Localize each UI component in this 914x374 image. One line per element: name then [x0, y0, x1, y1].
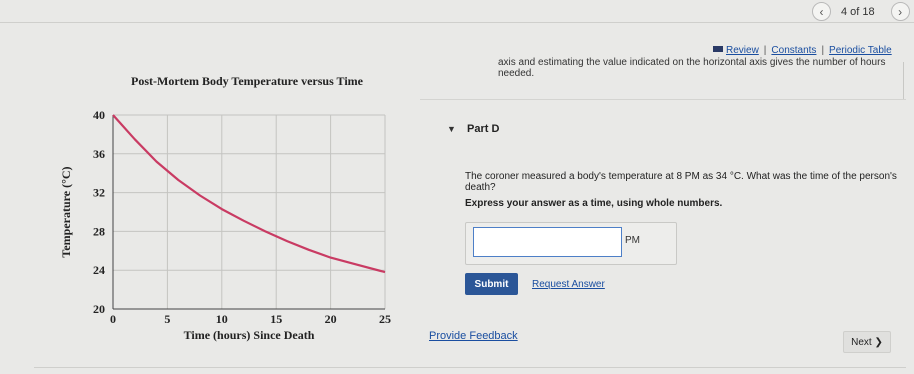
- chevron-left-icon: ‹: [819, 4, 824, 19]
- review-icon: [713, 46, 723, 52]
- info-divider: [420, 99, 906, 100]
- chevron-right-icon: ›: [898, 4, 903, 19]
- constants-link[interactable]: Constants: [771, 45, 817, 56]
- previous-question-button[interactable]: [812, 2, 831, 21]
- answer-input[interactable]: [473, 227, 622, 257]
- chart-title: Post-Mortem Body Temperature versus Time: [131, 74, 363, 88]
- x-tick-label: 15: [270, 312, 283, 326]
- collapse-triangle-icon[interactable]: ▼: [447, 124, 456, 134]
- x-tick-label: 0: [110, 312, 116, 326]
- x-tick-label: 25: [379, 312, 391, 326]
- info-text: axis and estimating the value indicated on the horizontal axis gives the number of hours needed.: [498, 57, 886, 79]
- next-button[interactable]: Next ❯: [843, 331, 891, 353]
- y-tick-label: 20: [93, 302, 105, 316]
- question-counter: 4 of 18: [841, 5, 875, 18]
- info-panel-edge: [903, 62, 904, 100]
- x-axis-title: Time (hours) Since Death: [183, 328, 315, 342]
- part-label: Part D: [467, 123, 500, 135]
- bottom-divider: [34, 367, 906, 368]
- temperature-chart: [58, 98, 398, 348]
- provide-feedback-link[interactable]: Provide Feedback: [429, 330, 518, 342]
- submit-button[interactable]: Submit: [465, 273, 518, 295]
- y-axis-title: Temperature (°C): [59, 166, 73, 258]
- x-tick-label: 10: [215, 312, 228, 326]
- x-tick-label: 20: [324, 312, 337, 326]
- y-tick-label: 36: [93, 146, 105, 161]
- separator: |: [763, 45, 767, 56]
- x-tick-label: 5: [164, 312, 171, 326]
- separator: |: [821, 45, 825, 56]
- question-navigation: [812, 2, 910, 21]
- periodic-table-link[interactable]: Periodic Table: [829, 45, 892, 56]
- review-link[interactable]: Review: [726, 45, 759, 56]
- answer-instruction: Express your answer as a time, using whole numbers.: [465, 198, 723, 209]
- question-text: The coroner measured a body's temperature at 8 PM as 34 °C. What was the time of the person's death?: [465, 171, 897, 193]
- y-tick-label: 28: [93, 224, 105, 239]
- top-divider: [0, 22, 914, 23]
- series-line-0: [113, 115, 385, 272]
- resource-links: [713, 45, 892, 56]
- request-answer-link[interactable]: Request Answer: [532, 279, 605, 290]
- next-question-button[interactable]: [891, 2, 910, 21]
- y-tick-label: 32: [93, 185, 105, 200]
- answer-unit: PM: [625, 235, 640, 246]
- y-tick-label: 24: [93, 263, 105, 278]
- y-tick-label: 40: [93, 108, 105, 122]
